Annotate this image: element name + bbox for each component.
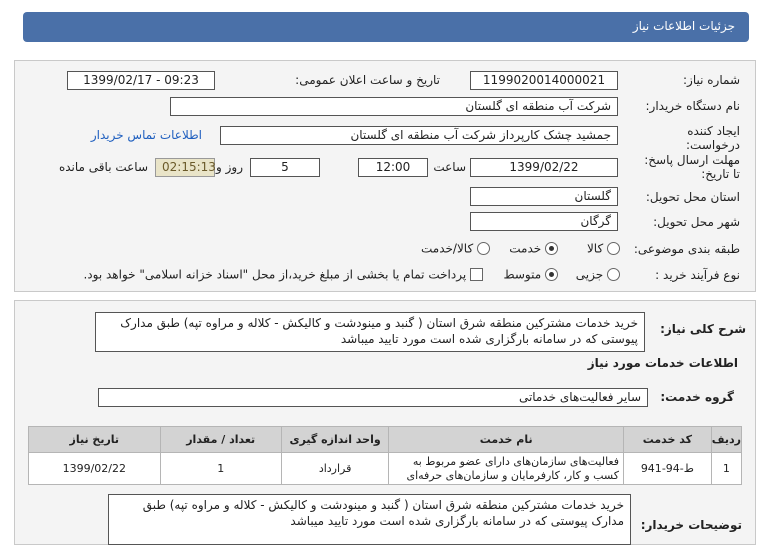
header-service-code: کد خدمت bbox=[623, 427, 711, 453]
contact-buyer-link[interactable]: اطلاعات تماس خریدار bbox=[90, 128, 202, 142]
cell-service-code: ط-94-941 bbox=[623, 453, 711, 485]
radio-icon[interactable] bbox=[607, 242, 620, 255]
treasury-payment-option[interactable]: پرداخت تمام یا بخشی از مبلغ خرید،از محل "اسناد خزانه اسلامی" خواهد بود. bbox=[83, 267, 483, 282]
general-desc-label: شرح کلی نیاز: bbox=[660, 322, 746, 336]
process-option-minor[interactable]: جزیی bbox=[576, 267, 620, 282]
announce-label: تاریخ و ساعت اعلان عمومی: bbox=[295, 73, 440, 87]
radio-selected-icon[interactable] bbox=[545, 242, 558, 255]
cell-quantity: 1 bbox=[160, 453, 281, 485]
checkbox-icon[interactable] bbox=[470, 268, 483, 281]
category-option-goods-service[interactable]: کالا/خدمت bbox=[421, 241, 490, 256]
header-service-name: نام خدمت bbox=[389, 427, 624, 453]
buyer-org-field: شرکت آب منطقه ای گلستان bbox=[170, 97, 618, 116]
time-label: ساعت bbox=[433, 160, 466, 174]
page-header bbox=[23, 12, 749, 42]
remaining-timer: 02:15:13 bbox=[155, 158, 215, 177]
general-desc-field: خرید خدمات مشترکین منطقه شرق استان ( گنبد و مینودشت و کالیکش - کلاله و مراوه تپه) طبق مدارک پیوستی که در سامانه بارگزاری شده است مورد تایید میباشد bbox=[95, 312, 645, 352]
radio-selected-icon[interactable] bbox=[545, 268, 558, 281]
city-field: گرگان bbox=[470, 212, 618, 231]
cell-need-date: 1399/02/22 bbox=[29, 453, 161, 485]
buyer-org-label: نام دستگاه خریدار: bbox=[645, 99, 740, 113]
process-label: نوع فرآیند خرید : bbox=[655, 268, 740, 282]
deadline-time-field: 12:00 bbox=[358, 158, 428, 177]
announce-field: 1399/02/17 - 09:23 bbox=[67, 71, 215, 90]
creator-label-1: ایجاد کننده bbox=[687, 124, 740, 138]
services-table bbox=[28, 426, 742, 485]
remaining-label: ساعت باقی مانده bbox=[58, 160, 148, 174]
need-number-label: شماره نیاز: bbox=[683, 73, 740, 87]
services-title: اطلاعات خدمات مورد نیاز bbox=[587, 356, 738, 370]
radio-icon[interactable] bbox=[477, 242, 490, 255]
header-quantity: تعداد / مقدار bbox=[160, 427, 281, 453]
category-option-goods[interactable]: کالا bbox=[587, 241, 620, 256]
city-label: شهر محل تحویل: bbox=[653, 215, 740, 229]
buyer-desc-label: توضیحات خریدار: bbox=[640, 518, 742, 532]
deadline-date-field: 1399/02/22 bbox=[470, 158, 618, 177]
cell-service-name: فعالیت‌های سازمان‌های دارای عضو مربوط به کسب و کار، کارفرمایان و سازمان‌های حرفه‌ای bbox=[389, 453, 624, 485]
province-label: استان محل تحویل: bbox=[645, 190, 740, 204]
header-need-date: تاریخ نیاز bbox=[29, 427, 161, 453]
table-row bbox=[29, 453, 742, 485]
days-label: روز و bbox=[216, 160, 243, 174]
page-title: جزئیات اطلاعات نیاز bbox=[632, 19, 735, 33]
creator-field: جمشید چشک کارپرداز شرکت آب منطقه ای گلستان bbox=[220, 126, 618, 145]
table-header-row bbox=[29, 427, 742, 453]
category-label: طبقه بندی موضوعی: bbox=[633, 242, 740, 256]
province-field: گلستان bbox=[470, 187, 618, 206]
cell-unit: قرارداد bbox=[281, 453, 388, 485]
process-option-medium[interactable]: متوسط bbox=[503, 267, 558, 282]
deadline-label-2: تا تاریخ: bbox=[701, 167, 740, 181]
service-group-label: گروه خدمت: bbox=[660, 390, 734, 404]
radio-icon[interactable] bbox=[607, 268, 620, 281]
cell-row-number: 1 bbox=[711, 453, 741, 485]
need-number-field: 1199020014000021 bbox=[470, 71, 618, 90]
buyer-desc-field: خرید خدمات مشترکین منطقه شرق استان ( گنبد و مینودشت و کالیکش - کلاله و مراوه تپه) طبق مدارک پیوستی که در سامانه بارگزاری شده است مورد تایید میباشد bbox=[108, 494, 631, 545]
header-unit: واحد اندازه گیری bbox=[281, 427, 388, 453]
deadline-label-1: مهلت ارسال پاسخ: bbox=[644, 153, 740, 167]
header-row-number: ردیف bbox=[711, 427, 741, 453]
creator-label-2: درخواست: bbox=[686, 138, 740, 152]
service-group-field: سایر فعالیت‌های خدماتی bbox=[98, 388, 648, 407]
category-option-service[interactable]: خدمت bbox=[509, 241, 558, 256]
days-field: 5 bbox=[250, 158, 320, 177]
